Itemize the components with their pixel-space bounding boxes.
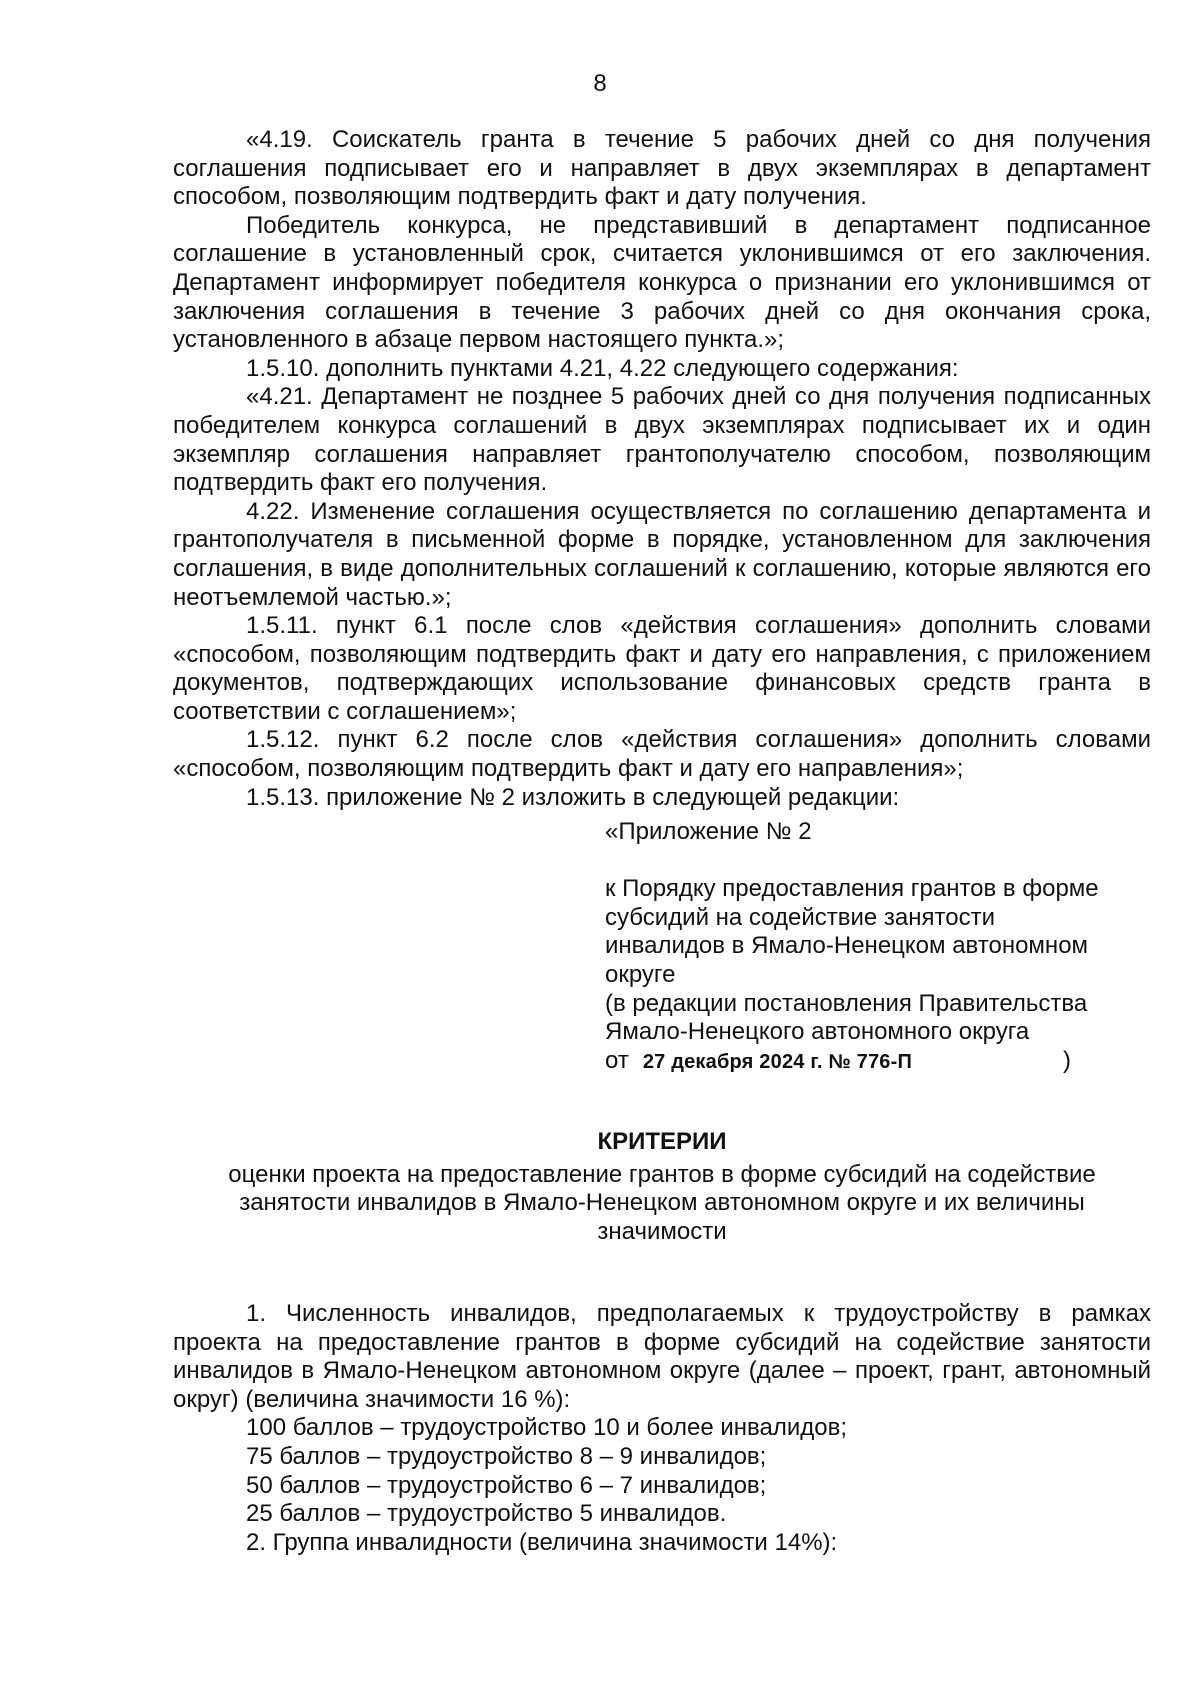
paragraph-1-5-12: 1.5.12. пункт 6.2 после слов «действия соглашения» дополнить словами «способом, позволяющим подтвердить факт и дату его направления»;	[173, 726, 1151, 783]
criterion-score-line: 25 баллов – трудоустройство 5 инвалидов.	[246, 1500, 727, 1528]
paragraph-winner-evasion: Победитель конкурса, не представивший в департамент подписанное соглашение в установленный срок, считается уклонившимся от его заключения. Департамент информирует победителя конкурса о признании его уклонившимся от заключения соглашения в течение 3 рабочих дней со дня окончания срока, установленного в абзаце первом настоящего пункта.»;	[173, 211, 1151, 354]
resolution-date-number: 27 декабря 2024 г. № 776-П	[642, 1050, 913, 1073]
page-number: 8	[593, 70, 607, 97]
criterion-score-line: 75 баллов – трудоустройство 8 – 9 инвалидов;	[246, 1442, 767, 1470]
criteria-subtitle: оценки проекта на предоставление грантов в форме субсидий на содействие занятости инвалидов в Ямало-Ненецком автономном округе и их величины значимости	[228, 1160, 1096, 1245]
paragraph-4-19: «4.19. Соискатель гранта в течение 5 рабочих дней со дня получения соглашения подписывает его и направляет в двух экземплярах в департамент способом, позволяющим подтвердить факт и дату получения.	[173, 126, 1151, 211]
amendment-text	[173, 126, 1151, 812]
resolution-date-line	[605, 1047, 1165, 1077]
paragraph-4-22: 4.22. Изменение соглашения осуществляется по соглашению департамента и грантополучателя в письменной форме в порядке, установленном для заключения соглашения, в виде дополнительных соглашений к соглашению, которые являются его неотъемлемой частью.»;	[173, 497, 1151, 611]
criterion-score-line: 100 баллов – трудоустройство 10 и более инвалидов;	[246, 1414, 848, 1442]
appendix-line: субсидий на содействие занятости	[605, 903, 995, 931]
criterion-2-description: 2. Группа инвалидности (величина значимости 14%):	[246, 1528, 838, 1556]
paragraph-1-5-11: 1.5.11. пункт 6.1 после слов «действия соглашения» дополнить словами «способом, позволяющим подтвердить факт и дату его направления, с приложением документов, подтверждающих использование финансовых средств гранта в соответствии с соглашением»;	[173, 612, 1151, 725]
appendix-line: к Порядку предоставления грантов в форме	[605, 875, 1099, 903]
appendix-line: округе	[605, 960, 676, 988]
criterion-score-line: 50 баллов – трудоустройство 6 – 7 инвалидов;	[246, 1471, 767, 1499]
appendix-title: «Приложение № 2	[605, 818, 812, 845]
appendix-spacer	[605, 847, 1165, 876]
paragraph-4-21: «4.21. Департамент не позднее 5 рабочих дней со дня получения подписанных победителем конкурса соглашений в двух экземплярах подписывает их и один экземпляр соглашения направляет грантополучателю способом, позволяющим подтвердить факт его получения.	[173, 383, 1151, 497]
paragraph-1-5-13: 1.5.13. приложение № 2 изложить в следующей редакции:	[246, 783, 900, 811]
appendix-line: Ямало-Ненецкого автономного округа	[605, 1018, 1030, 1046]
paragraph-1-5-10: 1.5.10. дополнить пунктами 4.21, 4.22 следующего содержания:	[246, 354, 959, 382]
criteria-title: КРИТЕРИИ	[597, 1128, 727, 1155]
criteria-list	[173, 1300, 1151, 1557]
appendix-line: инвалидов в Ямало-Ненецком автономном	[605, 932, 1089, 960]
criterion-1-description: 1. Численность инвалидов, предполагаемых к трудоустройству в рамках проекта на предоставление грантов в форме субсидий на содействие занятости инвалидов в Ямало-Ненецком автономном округе (далее – проект, грант, автономный округ) (величина значимости 16 %):	[173, 1300, 1151, 1413]
appendix-line: (в редакции постановления Правительства	[605, 989, 1088, 1017]
resolution-date-close: )	[1063, 1046, 1071, 1074]
criteria-heading	[173, 1128, 1151, 1246]
appendix-header-block	[605, 818, 1165, 1076]
resolution-date-prefix: от	[605, 1046, 629, 1074]
